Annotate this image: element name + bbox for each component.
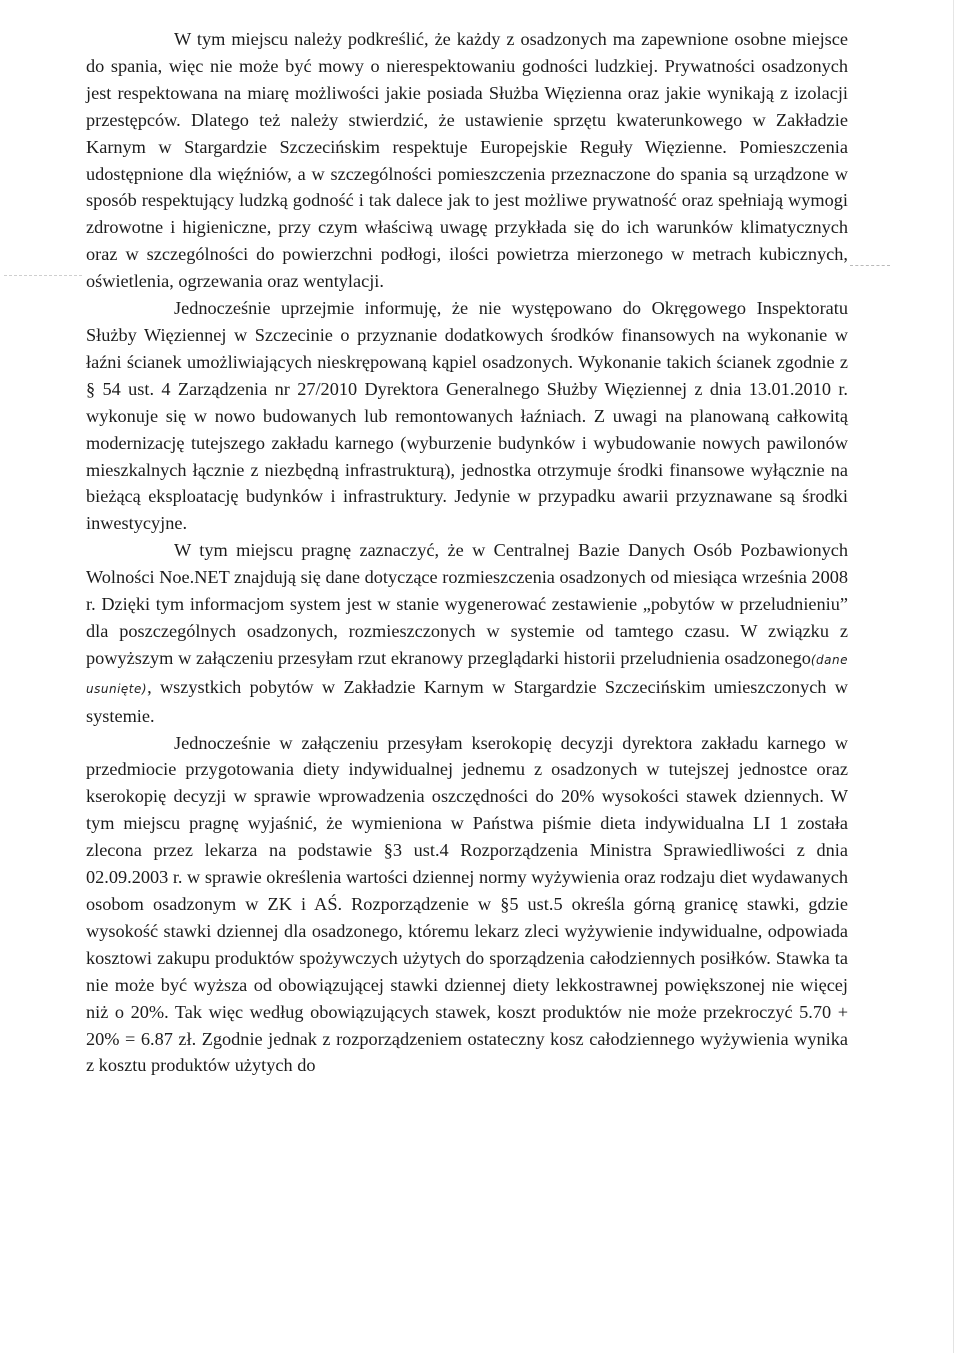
paragraph-noe-net-continuation: , wszystkich pobytów w Zakładzie Karnym w Stargardzie Szczecińskim umieszczonych w systemie. [86, 676, 848, 726]
handwritten-note: (dane usunięte) [86, 652, 848, 696]
paragraph-bathroom-walls: Jednocześnie uprzejmie informuję, że nie występowano do Okręgowego Inspektoratu Służby Więziennej w Szczecinie o przyznanie dodatkowych środków finansowych na wykonanie w łaźni ścianek umożliwiających nieskrępowaną kąpiel osadzonych. Wykonanie takich ścianek zgodnie z § 54 ust. 4 Zarządzenia nr 27/2010 Dyrektora Generalnego Służby Więziennej z dnia 13.01.2010 r. wykonuje się w nowo budowanych lub remontowanych łaźniach. Z uwagi na planowaną całkowitą modernizację tutejszego zakładu karnego (wyburzenie budynków i wybudowanie nowych pawilonów mieszkalnych łącznie z niezbędną infrastrukturą), jednostka otrzymuje środki finansowe wyłącznie na bieżącą eksploatację budynków i infrastruktury. Jedynie w przypadku awarii przyznawane są środki inwestycyjne. [86, 298, 848, 534]
paragraph-privacy: W tym miejscu należy podkreślić, że każdy z osadzonych ma zapewnione osobne miejsce do spania, więc nie może być mowy o nierespektowaniu godności ludzkiej. Prywatności osadzonych jest respektowana na miarę możliwości jakie posiada Służba Więzienna oraz jakie wynikają z izolacji przestępców. Dlatego też należy stwierdzić, że ustawienie sprzętu kwaterunkowego w Zakładzie Karnym w Stargardzie Szczecińskim respektuje Europejskie Reguły Więzienne. Pomieszczenia udostępnione dla więźniów, a w szczególności pomieszczenia przeznaczone do spania są urządzone w sposób respektujący ludzką godność i tak dalece jak to jest możliwe prywatność oraz spełniają wymogi zdrowotne i higieniczne, przy czym właściwą uwagę przykłada się do ich warunków klimatycznych oraz w szczególności do powierzchni podłogi, ilości powietrza mierzonego w metrach kubicznych, oświetlenia, ogrzewania oraz wentylacji. [86, 29, 848, 292]
paragraph-diet: Jednocześnie w załączeniu przesyłam kserokopię decyzji dyrektora zakładu karnego w przedmiocie przygotowania diety indywidualnej jednemu z osadzonych w tutejszej jednostce oraz kserokopię decyzji w sprawie wprowadzenia oszczędności do 20% wysokości stawek dziennych. W tym miejscu pragnę wyjaśnić, że wymieniona w Państwa piśmie dieta indywidualna LI 1 została zlecona przez lekarza na podstawie §3 ust.4 Rozporządzenia Ministra Sprawiedliwości z dnia 02.09.2003 r. w sprawie określenia wartości dziennej normy wyżywienia oraz rodzaju diet wydawanych osobom osadzonym w ZK i AŚ. Rozporządzenie w §5 ust.5 określa górną granicę stawki, gdzie wysokość stawki dziennej dla osadzonego, któremu lekarz zleci wyżywienie indywidualne, odpowiada kosztowi zakupu produktów spożywczych użytych do sporządzenia całodziennych posiłków. Stawka ta nie może być wyższa od obowiązującej stawki dziennej diety lekkostrawnej powiększonej nie więcej niż o 20%. Tak więc według obowiązujących stawek, koszt produktów nie może przekroczyć 5.70 + 20% = 6.87 zł. Zgodnie jednak z rozporządzeniem ostateczny kosz całodziennego wyżywienia wynika z kosztu produktów użytych do [86, 732, 848, 1076]
paragraph-noe-net-text: W tym miejscu pragnę zaznaczyć, że w Centralnej Bazie Danych Osób Pozbawionych Wolności Noe.NET znajdują się dane dotyczące rozmieszczenia osadzonych od miesiąca września 2008 r. Dzięki tym informacjom system jest w stanie wygenerować zestawienie „pobytów w przeludnieniu” dla poszczególnych osadzonych, rozmieszczonych w systemie od tamtego czasu. W związku z powyższym w załączeniu przesyłam rzut ekranowy przeglądarki historii przeludnienia osadzonego [86, 540, 848, 668]
scan-artifact-dash [4, 275, 82, 276]
letter-body [86, 26, 848, 1079]
scan-artifact-dash [850, 265, 890, 266]
paragraph-noe-net [86, 537, 848, 729]
scan-edge-line [953, 0, 954, 1353]
